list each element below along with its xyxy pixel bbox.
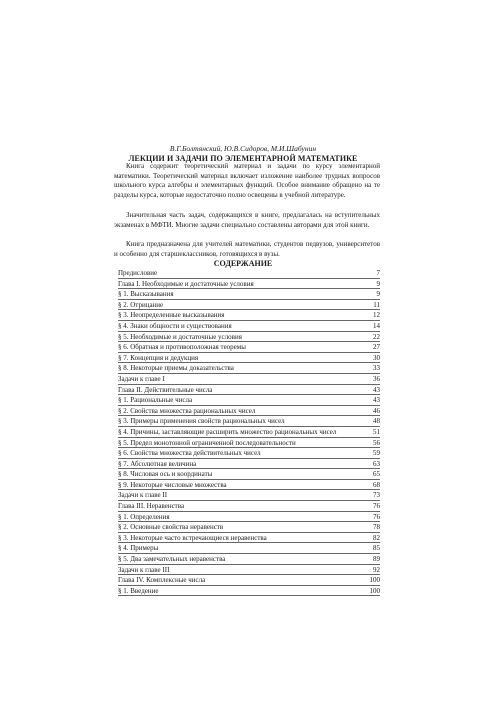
toc-entry-label: Глава IV. Комплексные числа bbox=[118, 576, 206, 585]
toc-entry bbox=[118, 501, 380, 512]
toc-entry-page: 89 bbox=[373, 555, 380, 564]
toc-entry-label: § 5. Два замечательных неравенства bbox=[118, 555, 226, 564]
description-paragraph: Книга предназначена для учителей математики, студентов педвузов, университетов и особенно для старшеклассников, готовящихся в вузы. bbox=[114, 240, 380, 258]
toc-entry bbox=[118, 289, 380, 300]
toc-entry-page: 11 bbox=[373, 300, 380, 309]
toc-entry-page: 27 bbox=[373, 343, 380, 352]
toc-entry-label: Предисловие bbox=[118, 269, 158, 277]
toc-entry-page: 46 bbox=[373, 406, 380, 415]
toc-entry bbox=[118, 512, 380, 523]
toc-entry bbox=[118, 448, 380, 459]
toc-entry bbox=[118, 575, 380, 586]
toc-entry-label: § 8. Некоторые приемы доказательства bbox=[118, 364, 234, 373]
toc-entry bbox=[118, 395, 380, 406]
toc-entry bbox=[118, 459, 380, 470]
toc-entry-label: § 1. Введение bbox=[118, 586, 159, 595]
toc-entry-label: § 5. Предел монотонной ограниченной последовательности bbox=[118, 438, 296, 447]
toc-entry-page: 59 bbox=[373, 449, 380, 458]
toc-entry-label: § 8. Числовая ось и координаты bbox=[118, 470, 213, 479]
toc-entry-page: 65 bbox=[373, 470, 380, 479]
toc-entry-page: 12 bbox=[373, 311, 380, 320]
toc-entry-page: 30 bbox=[373, 353, 380, 362]
description-paragraph: Книга содержит теоретический материал и задачи по курсу элементарной математики. Теоретический материал включает изложение наиболее трудных вопросов школьного курса алгебры и элементарных функций. Особое внимание обращено на те разделы курса, которые недостаточно полно освещены в учебной литературе. bbox=[114, 162, 380, 199]
toc-entry-label: § 3. Примеры применения свойств рациональных чисел bbox=[118, 417, 285, 426]
toc-entry-page: 7 bbox=[376, 269, 380, 277]
toc-entry-label: § 3. Некоторые часто встречающиеся неравенства bbox=[118, 533, 267, 542]
toc-entry-page: 73 bbox=[373, 491, 380, 500]
toc-entry-page: 14 bbox=[373, 321, 380, 330]
toc-entry-label: § 2. Свойства множества рациональных чисел bbox=[118, 406, 256, 415]
toc-entry-label: § 6. Обратная и противоположная теоремы bbox=[118, 343, 246, 352]
toc-entry-label: § 7. Абсолютная величина bbox=[118, 459, 197, 468]
toc-entry bbox=[118, 427, 380, 438]
toc-entry bbox=[118, 543, 380, 554]
book-title: ЛЕКЦИИ И ЗАДАЧИ ПО ЭЛЕМЕНТАРНОЙ МАТЕМАТИКЕ bbox=[128, 154, 358, 163]
toc-entry-label: § 4. Причины, заставляющие расширить множество рациональных чисел bbox=[118, 427, 337, 436]
toc-entry-page: 33 bbox=[373, 364, 380, 373]
toc-title: СОДЕРЖАНИЕ bbox=[213, 259, 273, 268]
toc-entry-label: Глава III. Неравенства bbox=[118, 502, 185, 511]
toc-entry-label: § 7. Концепция и дедукция bbox=[118, 353, 199, 362]
toc-entry-page: 78 bbox=[373, 523, 380, 532]
toc-entry bbox=[118, 300, 380, 311]
toc-entry-label: § 6. Свойства множества действительных чисел bbox=[118, 449, 261, 458]
description-paragraph: Значительная часть задач, содержащихся в книге, предлагалась на вступительных экзаменах в МФТИ. Многие задачи специально составлены авторами для этой книги. bbox=[114, 211, 380, 229]
toc-entry bbox=[118, 363, 380, 374]
toc-entry bbox=[118, 565, 380, 576]
toc-entry-page: 100 bbox=[369, 576, 380, 585]
toc-entry bbox=[118, 342, 380, 353]
toc-entry-label: Глава I. Необходимые и достаточные условия bbox=[118, 279, 254, 288]
toc-entry-label: Задачи к главе III bbox=[118, 565, 170, 574]
toc-entry-page: 43 bbox=[373, 385, 380, 394]
toc-entry-page: 56 bbox=[373, 438, 380, 447]
toc-entry-label: § 2. Основные свойства неравенств bbox=[118, 523, 224, 532]
toc-entry bbox=[118, 554, 380, 565]
toc-entry-label: § 3. Неопределенные высказывания bbox=[118, 311, 225, 320]
table-of-contents bbox=[118, 268, 380, 596]
toc-entry bbox=[118, 385, 380, 396]
toc-entry-page: 92 bbox=[373, 565, 380, 574]
toc-entry-label: § 4. Знаки общности и существования bbox=[118, 321, 232, 330]
toc-entry-page: 76 bbox=[373, 512, 380, 521]
toc-entry-page: 63 bbox=[373, 459, 380, 468]
toc-entry bbox=[118, 268, 380, 279]
toc-entry bbox=[118, 469, 380, 480]
toc-entry-label: § 2. Отрицание bbox=[118, 300, 164, 309]
toc-entry-label: § 1. Рациональные числа bbox=[118, 396, 193, 405]
toc-entry-page: 9 bbox=[376, 290, 380, 299]
toc-entry-label: Задачи к главе II bbox=[118, 491, 168, 500]
toc-entry bbox=[118, 353, 380, 364]
toc-entry-page: 48 bbox=[373, 417, 380, 426]
authors: В.Г.Болтянский, Ю.В.Сидоров, М.И.Шабунин bbox=[169, 144, 317, 153]
toc-entry-label: Задачи к главе I bbox=[118, 374, 165, 383]
toc-entry-label: Глава II. Действительные числа bbox=[118, 385, 213, 394]
toc-entry bbox=[118, 374, 380, 385]
toc-entry bbox=[118, 438, 380, 449]
toc-entry bbox=[118, 406, 380, 417]
toc-entry bbox=[118, 522, 380, 533]
toc-entry-label: § 4. Примеры bbox=[118, 544, 159, 553]
toc-entry bbox=[118, 416, 380, 427]
toc-entry-label: § 9. Некоторые числовые множества bbox=[118, 480, 227, 489]
toc-entry-page: 100 bbox=[369, 586, 380, 595]
toc-entry bbox=[118, 480, 380, 491]
toc-entry bbox=[118, 586, 380, 597]
toc-entry-page: 36 bbox=[373, 374, 380, 383]
toc-entry-page: 82 bbox=[373, 533, 380, 542]
toc-entry-page: 76 bbox=[373, 502, 380, 511]
toc-entry bbox=[118, 310, 380, 321]
toc-entry bbox=[118, 332, 380, 343]
toc-entry-label: § 1. Определения bbox=[118, 512, 170, 521]
toc-entry bbox=[118, 490, 380, 501]
toc-entry-label: § 1. Высказывания bbox=[118, 290, 174, 299]
toc-entry-page: 43 bbox=[373, 396, 380, 405]
toc-entry bbox=[118, 533, 380, 544]
toc-entry-page: 85 bbox=[373, 544, 380, 553]
toc-entry bbox=[118, 279, 380, 290]
toc-entry bbox=[118, 321, 380, 332]
toc-entry-page: 68 bbox=[373, 480, 380, 489]
toc-entry-label: § 5. Необходимые и достаточные условия bbox=[118, 332, 242, 341]
toc-entry-page: 22 bbox=[373, 332, 380, 341]
toc-entry-page: 51 bbox=[373, 427, 380, 436]
toc-entry-page: 9 bbox=[376, 279, 380, 288]
